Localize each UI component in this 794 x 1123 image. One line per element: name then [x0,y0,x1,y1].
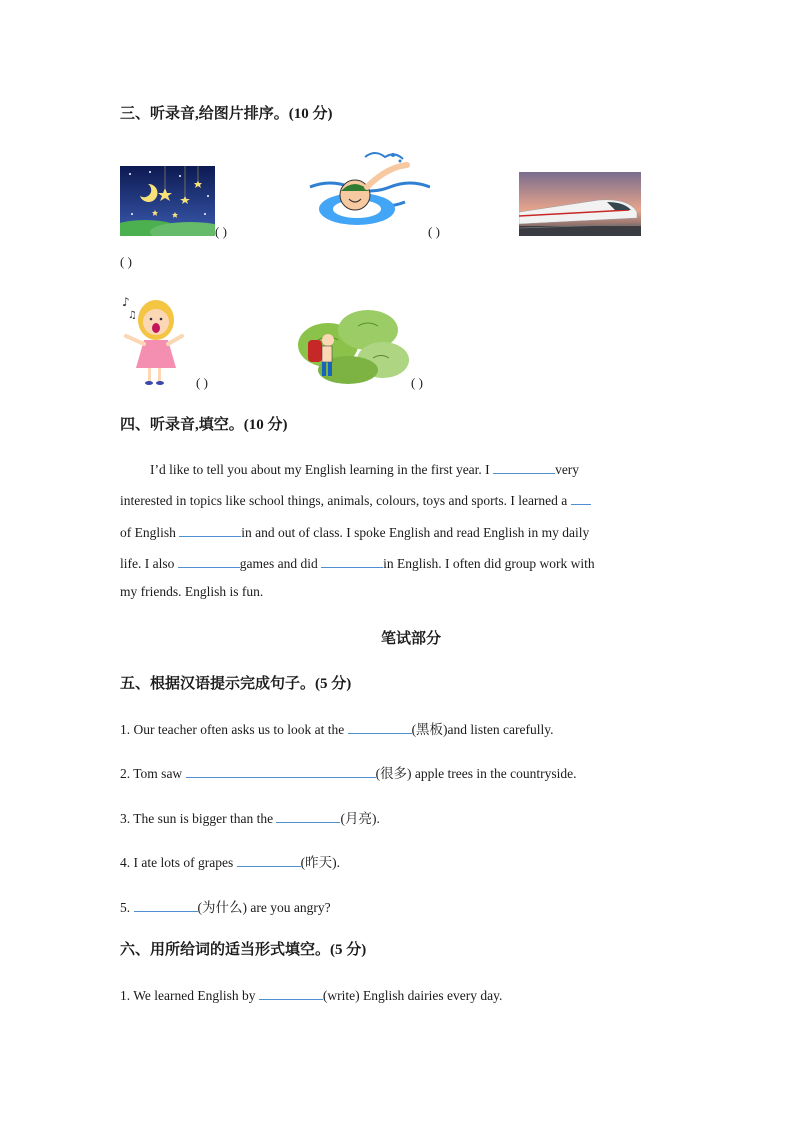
passage-text: in and out of class. I spoke English and read English in my daily [241,525,590,540]
question-text: 4. I ate lots of grapes [120,855,237,870]
answer-bracket-3[interactable]: ( ) [120,254,132,269]
answer-blank[interactable] [186,763,376,778]
question-text: (为什么) are you angry? [197,900,331,915]
answer-bracket-4[interactable]: ( ) [196,375,208,390]
question-text: (月亮). [340,811,380,826]
written-part-title: 笔试部分 [381,631,442,647]
passage-line-5: my friends. English is fun. [120,584,264,599]
answer-blank[interactable] [276,808,340,823]
passage-text: life. I also [120,556,178,571]
question-5-4 [120,851,340,871]
question-text: (昨天). [300,855,340,870]
passage-text: I’d like to tell you about my English learning in the first year. I [150,462,494,477]
question-6-1 [120,985,502,1004]
passage-text: interested in topics like school things, animals, colours, toys and sports. I learned a [120,493,571,508]
singing-girl-picture [120,292,185,388]
answer-bracket-1[interactable]: ( ) [215,224,227,239]
question-text: 5. [120,900,134,915]
question-text: (write) English dairies every day. [322,988,503,1003]
answer-blank[interactable] [134,897,198,912]
passage-line-4 [120,553,595,572]
passage-text: in English. I often did group work with [383,556,595,571]
answer-blank[interactable] [348,719,412,734]
passage-line-2 [120,490,591,509]
question-text: 1. We learned English by [120,988,259,1003]
passage-blank-4[interactable] [178,553,240,568]
section-4-heading: 四、听录音,填空。(10 分) [120,417,288,433]
answer-blank[interactable] [259,985,323,1000]
passage-line-3 [120,522,589,541]
hiking-boy-picture [288,300,412,388]
passage-text: very [555,462,580,477]
question-5-2 [120,762,577,782]
passage-blank-5[interactable] [321,553,383,568]
question-text: 1. Our teacher often asks us to look at the [120,722,348,737]
passage-blank-3[interactable] [179,522,241,537]
question-5-1 [120,718,554,738]
high-speed-train-picture [519,172,641,236]
question-text: (很多) apple trees in the countryside. [375,766,577,781]
night-sky-picture [120,166,215,236]
passage-text: of English [120,525,180,540]
passage-line-1 [150,459,579,478]
section-5-heading: 五、根据汉语提示完成句子。(5 分) [120,676,352,692]
answer-bracket-5[interactable]: ( ) [411,375,423,390]
answer-bracket-2[interactable]: ( ) [428,224,440,239]
section-6-heading: 六、用所给词的适当形式填空。(5 分) [120,942,367,958]
section-3-heading: 三、听录音,给图片排序。(10 分) [120,106,333,122]
question-text: 3. The sun is bigger than the [120,811,277,826]
question-5-5 [120,896,331,916]
swimming-boy-picture [305,147,430,235]
passage-blank-1[interactable] [493,459,555,474]
question-text: 2. Tom saw [120,766,186,781]
answer-blank[interactable] [237,852,301,867]
question-text: (黑板)and listen carefully. [411,722,554,737]
passage-text: games and did [239,556,322,571]
svg-text:♪: ♪ [122,295,130,309]
passage-blank-2[interactable] [571,490,591,505]
question-5-3 [120,807,380,827]
svg-text:♫: ♫ [128,310,137,321]
